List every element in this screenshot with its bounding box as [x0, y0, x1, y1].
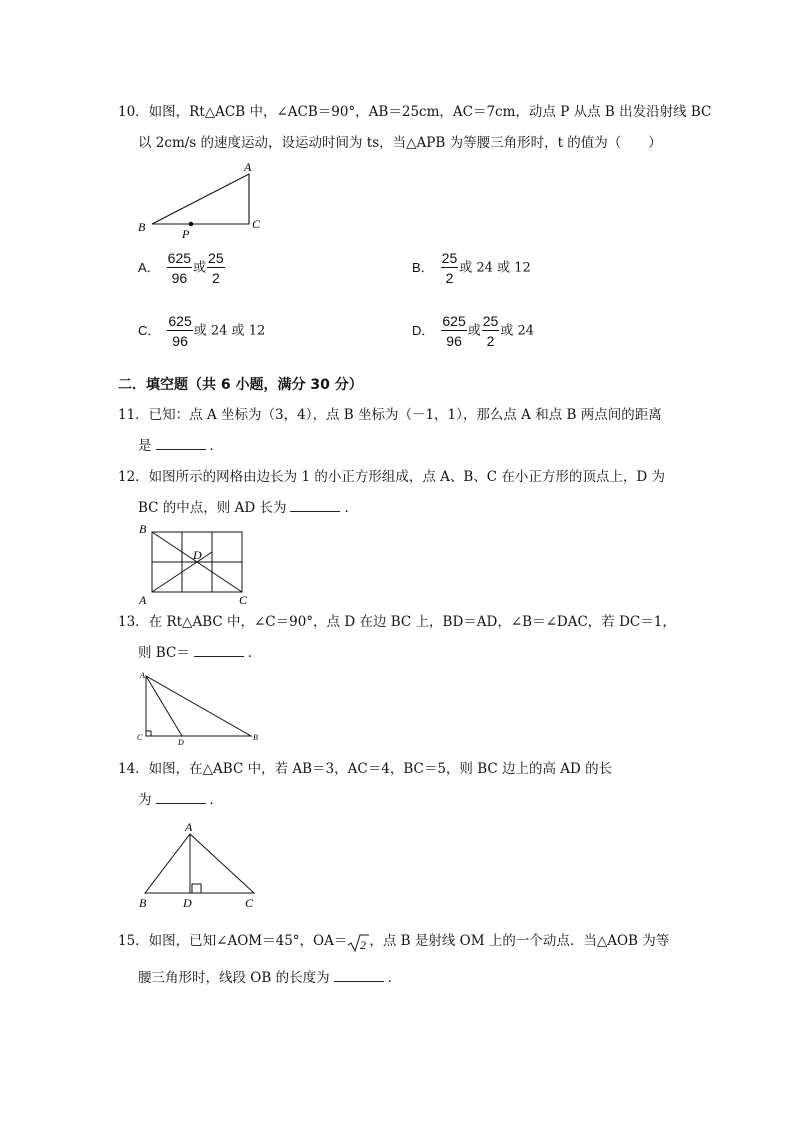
q10-option-d[interactable]: D． $\frac{625}{96}$ 或 $\frac{25}{2}$ 或 24	[412, 313, 535, 349]
option-b-label: B．	[412, 259, 434, 275]
sqrt-value: 2	[360, 938, 367, 952]
q10-figure	[136, 158, 266, 240]
q12-label-a: A	[139, 593, 147, 607]
option-a-label: A．	[138, 259, 160, 275]
option-c-label: C．	[138, 322, 161, 338]
q12-label-c: C	[239, 593, 248, 607]
q12-answer-blank[interactable]	[290, 499, 340, 512]
q14-label-d: D	[183, 896, 192, 910]
q12-line2: BC 的中点，则 AD 长为 ．	[138, 500, 358, 516]
q12-label-d: D	[193, 548, 202, 562]
q13-triangle	[146, 676, 251, 736]
option-d-frac1: $\frac{625}{96}$	[442, 313, 466, 349]
q13-label-d: D	[178, 738, 184, 747]
q14-figure	[136, 818, 266, 913]
q13-segment-ad	[146, 676, 182, 736]
q12-grid	[152, 532, 242, 592]
q12-figure	[136, 520, 256, 610]
q10-line2: 以 2cm/s 的速度运动，设运动时间为 ts，当△APB 为等腰三角形时，t 的值为（ ）	[138, 135, 662, 151]
q10-label-p: P	[182, 227, 190, 241]
q13-right-angle	[146, 731, 151, 736]
q10-label-c: C	[252, 217, 261, 231]
q10-point-p	[189, 222, 194, 227]
q14-answer-blank[interactable]	[156, 791, 206, 804]
q15-line2: 腰三角形时，线段 OB 的长度为 ．	[138, 970, 402, 986]
q13-label-b: B	[253, 733, 258, 742]
option-d-label: D．	[412, 322, 435, 338]
q12-segment-ad	[152, 562, 197, 592]
q11-answer-blank[interactable]	[156, 437, 206, 450]
q10-line1: 10．如图，Rt△ACB 中，∠ACB＝90°，AB＝25cm，AC＝7cm，动点 P 从点 B 出发沿射线 BC	[118, 104, 712, 120]
q15-answer-blank[interactable]	[334, 969, 384, 982]
q13-label-c: C	[137, 733, 143, 742]
q14-line1: 14．如图，在△ABC 中，若 AB＝3，AC＝4，BC＝5，则 BC 边上的高 AD 的长	[118, 761, 613, 777]
q15-line1: 15．如图，已知∠AOM＝45°，OA＝ 2 ，点 B 是射线 OM 上的一个动点．当△AOB 为等	[118, 929, 669, 954]
option-c-frac1: $\frac{625}{96}$	[168, 313, 192, 349]
sqrt-symbol	[347, 929, 369, 954]
q10-option-a[interactable]: A． $\frac{625}{96}$ 或 $\frac{25}{2}$	[138, 250, 224, 286]
q13-line1: 13．在 Rt△ABC 中，∠C＝90°，点 D 在边 BC 上，BD＝AD，∠B＝∠DAC，若 DC＝1，	[118, 614, 676, 630]
q12-line1: 12．如图所示的网格由边长为 1 的小正方形组成，点 A、B、C 在小正方形的顶点上，D 为	[118, 469, 666, 485]
q14-line2: 为 ．	[138, 792, 223, 808]
option-a-frac1: $\frac{625}{96}$	[167, 250, 192, 286]
option-a-frac2: $\frac{25}{2}$	[208, 250, 224, 286]
q10-triangle	[152, 174, 249, 224]
q13-answer-blank[interactable]	[194, 644, 244, 657]
q13-line2: 则 BC＝ ．	[138, 645, 262, 661]
q10-label-a: A	[244, 160, 252, 174]
q12-label-b: B	[139, 522, 147, 536]
q14-label-c: C	[245, 896, 254, 910]
q14-label-b: B	[139, 896, 147, 910]
option-d-frac2: $\frac{25}{2}$	[482, 313, 499, 349]
q14-right-angle	[192, 884, 201, 893]
q13-figure	[136, 670, 266, 750]
option-b-frac1: $\frac{25}{2}$	[441, 250, 458, 286]
q13-label-a: A	[140, 671, 145, 680]
q14-label-a: A	[185, 820, 193, 834]
section2-title: 二．填空题（共 6 小题，满分 30 分）	[118, 377, 363, 393]
q10-label-b: B	[138, 220, 146, 234]
q11-line2: 是 ．	[138, 438, 223, 454]
q10-option-c[interactable]: C． $\frac{625}{96}$ 或 24 或 12	[138, 313, 266, 349]
q10-option-b[interactable]: B． $\frac{25}{2}$ 或 24 或 12	[412, 250, 531, 286]
q11-line1: 11．已知：点 A 坐标为（3，4），点 B 坐标为（－1，1），那么点 A 和点 B 两点间的距离	[118, 407, 662, 423]
